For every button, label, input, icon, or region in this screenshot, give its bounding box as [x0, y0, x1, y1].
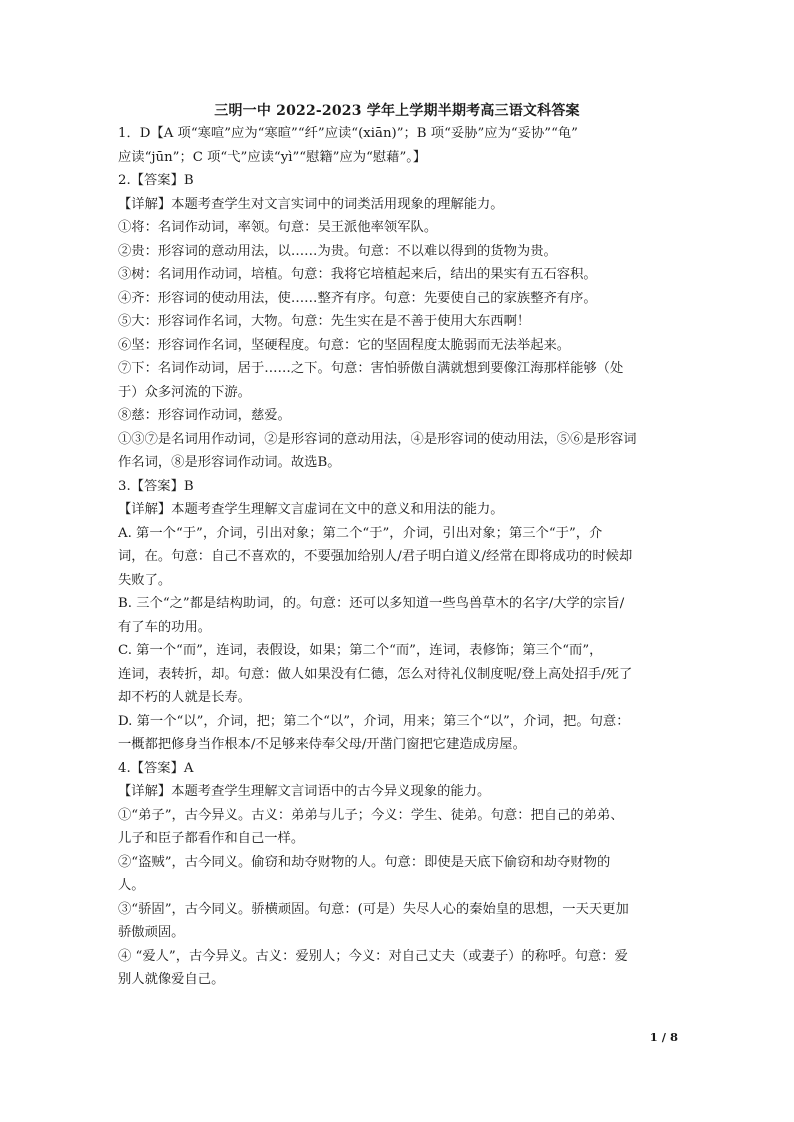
text-line: ①“弟子”，古今异义。古义：弟弟与儿子；今义：学生、徒弟。句意：把自己的弟弟、: [118, 807, 624, 823]
text-line: 连词，表转折，却。句意：做人如果没有仁德，怎么对待礼仪制度呢/登上高处招手/死了: [118, 666, 633, 682]
text-line: B. 三个“之”都是结构助词，的。句意：还可以多知道一些鸟兽草木的名字/大学的宗旨/: [118, 596, 625, 611]
text-line: ⑦下：名词作动词，居于……之下。句意：害怕骄傲自满就想到要像江海那样能够（处: [118, 361, 624, 376]
document-title: 三明一中 2022-2023 学年上学期半期考高三语文科答案: [214, 103, 580, 119]
text-line: 【详解】本题考查学生理解文言虚词在文中的意义和用法的能力。: [118, 502, 504, 517]
text-line: 有了车的功用。: [118, 619, 212, 635]
text-line: ⑤大：形容词作名词，大物。句意：先生实在是不善于使用大东西啊！: [118, 314, 531, 329]
text-line: ③树：名词用作动词，培植。句意：我将它培植起来后，结出的果实有五石容积。: [118, 267, 597, 282]
text-line: 骄傲顽固。: [118, 925, 185, 940]
text-line: ③“骄固”，古今同义。骄横顽固。句意：(可是）失尽人心的秦始皇的思想，一天天更加: [118, 901, 629, 917]
text-line: ⑥坚：形容词作名词，坚硬程度。句意：它的坚固程度太脆弱而无法举起来。: [118, 337, 571, 353]
text-line: 失败了。: [118, 572, 172, 588]
text-line: 【详解】本题考查学生对文言实词中的词类活用现象的理解能力。: [118, 196, 504, 212]
text-line: 于）众多河流的下游。: [118, 384, 251, 400]
text-line: 作名词，⑧是形容词作动词。故选B。: [118, 455, 341, 470]
text-line: 词，在。句意：自己不喜欢的，不要强加给别人/君子明白道义/经常在即将成功的时候却: [118, 549, 633, 564]
text-line: 1．D【A 项“寒喧”应为“寒暄”“纤”应读“(xiān)”；B 项“妥胁”应为“妥协”“龟”: [118, 126, 578, 141]
text-line: ①将：名词作动词，率领。句意：吴王派他率领军队。: [118, 220, 438, 235]
text-line: ⑧慈：形容词作动词，慈爱。: [118, 408, 291, 423]
text-line: 一概都把修身当作根本/不足够来侍奉父母/开凿门窗把它建造成房屋。: [118, 737, 526, 752]
page-number: 1 / 8: [649, 1030, 678, 1044]
text-line: D. 第一个“以”，介词，把；第二个“以”，介词，用来；第三个“以”，介词，把。句意：: [118, 713, 630, 729]
text-line: 儿子和臣子都看作和自己一样。: [118, 831, 305, 846]
answer-content: [118, 122, 680, 992]
text-line: ②贵：形容词的意动用法，以……为贵。句意：不以难以得到的货物为贵。: [118, 243, 557, 259]
text-line: 3.【答案】B: [118, 478, 194, 494]
text-line: 【详解】本题考查学生理解文言词语中的古今异义现象的能力。: [118, 784, 491, 799]
text-line: A. 第一个“于”，介词，引出对象；第二个“于”，介词，引出对象；第三个“于”，介: [118, 525, 603, 541]
text-line: 别人就像爱自己。: [118, 972, 225, 987]
text-line: ④齐：形容词的使动用法，使……整齐有序。句意：先要使自己的家族整齐有序。: [118, 290, 597, 306]
text-line: 却不朽的人就是长寿。: [118, 690, 251, 705]
text-line: ②“盗贼”，古今同义。偷窃和劫夺财物的人。句意：即使是天底下偷窃和劫夺财物的: [118, 854, 611, 870]
text-line: C. 第一个“而”，连词，表假设，如果；第二个“而”，连词，表修饰；第三个“而”，: [118, 643, 603, 658]
text-line: ①③⑦是名词用作动词，②是形容词的意动用法，④是形容词的使动用法，⑤⑥是形容词: [118, 431, 637, 447]
text-line: 4.【答案】A: [118, 760, 194, 776]
text-line: 应读“jūn”；C 项“弋”应读“yì”“慰籍”应为“慰藉”。】: [118, 149, 427, 165]
text-line: 人。: [118, 878, 145, 893]
text-line: 2.【答案】B: [118, 173, 194, 188]
text-line: ④ “爱人”，古今异义。古义：爱别人；今义：对自己丈夫（或妻子）的称呼。句意：爱: [118, 948, 628, 964]
